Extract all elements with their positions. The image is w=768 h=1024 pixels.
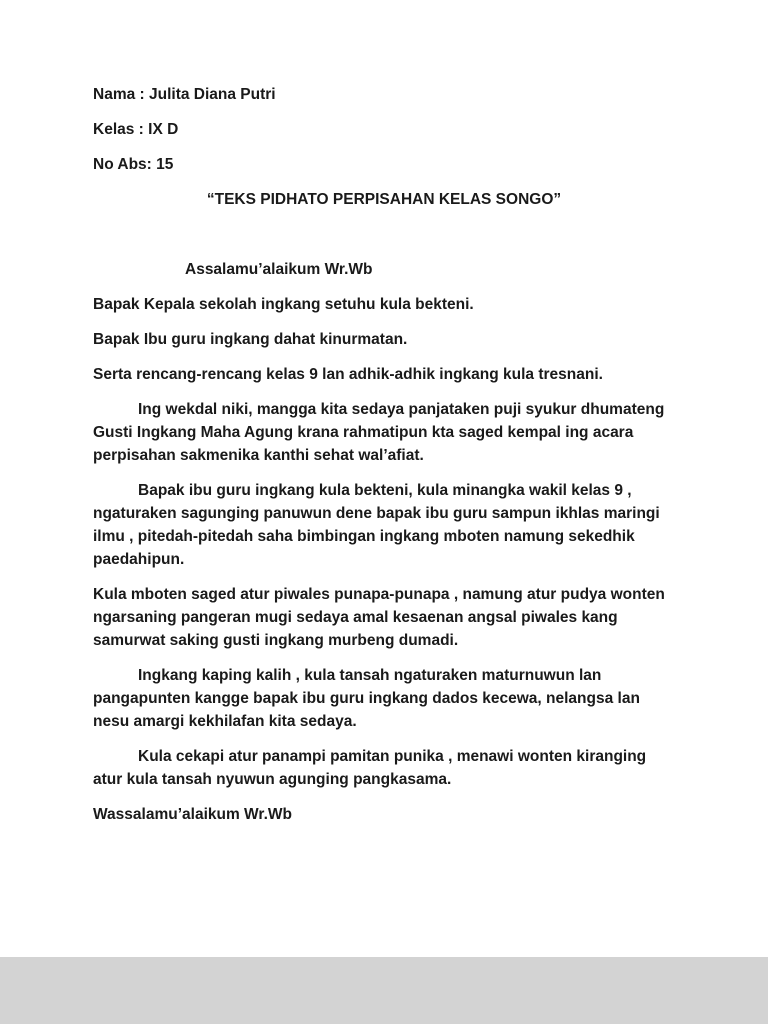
paragraph-closing-remarks: Kula cekapi atur panampi pamitan punika , menawi wonten kiranging atur kula tansah nyuwun agunging pangkasama. [93, 748, 647, 788]
student-number-line: No Abs: 15 [93, 156, 174, 173]
paragraph-closing-greeting: Wassalamu’alaikum Wr.Wb [93, 806, 292, 823]
paragraph-opening-greeting: Assalamu’alaikum Wr.Wb [185, 261, 373, 278]
document-title: “TEKS PIDHATO PERPISAHAN KELAS SONGO” [206, 191, 562, 208]
paragraph-apology: Ingkang kaping kalih , kula tansah ngaturaken maturnuwun lan pangapunten kangge bapak ibu guru ingkang dados kecewa, nelangsa lan nesu amargi kekhilafan kita sedaya. [93, 667, 640, 730]
paragraph-salutation-friends: Serta rencang-rencang kelas 9 lan adhik-adhik ingkang kula tresnani. [93, 366, 603, 383]
student-name-line: Nama : Julita Diana Putri [93, 86, 276, 103]
student-class-line: Kelas : IX D [93, 121, 179, 138]
paragraph-gratitude-god: Ing wekdal niki, mangga kita sedaya panjataken puji syukur dhumateng Gusti Ingkang Maha Agung krana rahmatipun kta saged kempal ing acara perpisahan sakmenika kanthi sehat wal’afiat. [93, 401, 665, 464]
paragraph-salutation-headmaster: Bapak Kepala sekolah ingkang setuhu kula bekteni. [93, 296, 474, 313]
page-bottom-margin [0, 957, 768, 1024]
paragraph-prayer: Kula mboten saged atur piwales punapa-punapa , namung atur pudya wonten ngarsaning pangeran mugi sedaya amal kesaenan angsal piwales kang samurwat saking gusti ingkang murbeng dumadi. [93, 586, 665, 649]
paragraph-salutation-teachers: Bapak Ibu guru ingkang dahat kinurmatan. [93, 331, 408, 348]
paragraph-thanks-teachers: Bapak ibu guru ingkang kula bekteni, kula minangka wakil kelas 9 , ngaturaken sagunging panuwun dene bapak ibu guru sampun ikhlas maringi ilmu , pitedah-pitedah saha bimbingan ingkang mboten namung sekedhik paedahipun. [93, 482, 660, 568]
